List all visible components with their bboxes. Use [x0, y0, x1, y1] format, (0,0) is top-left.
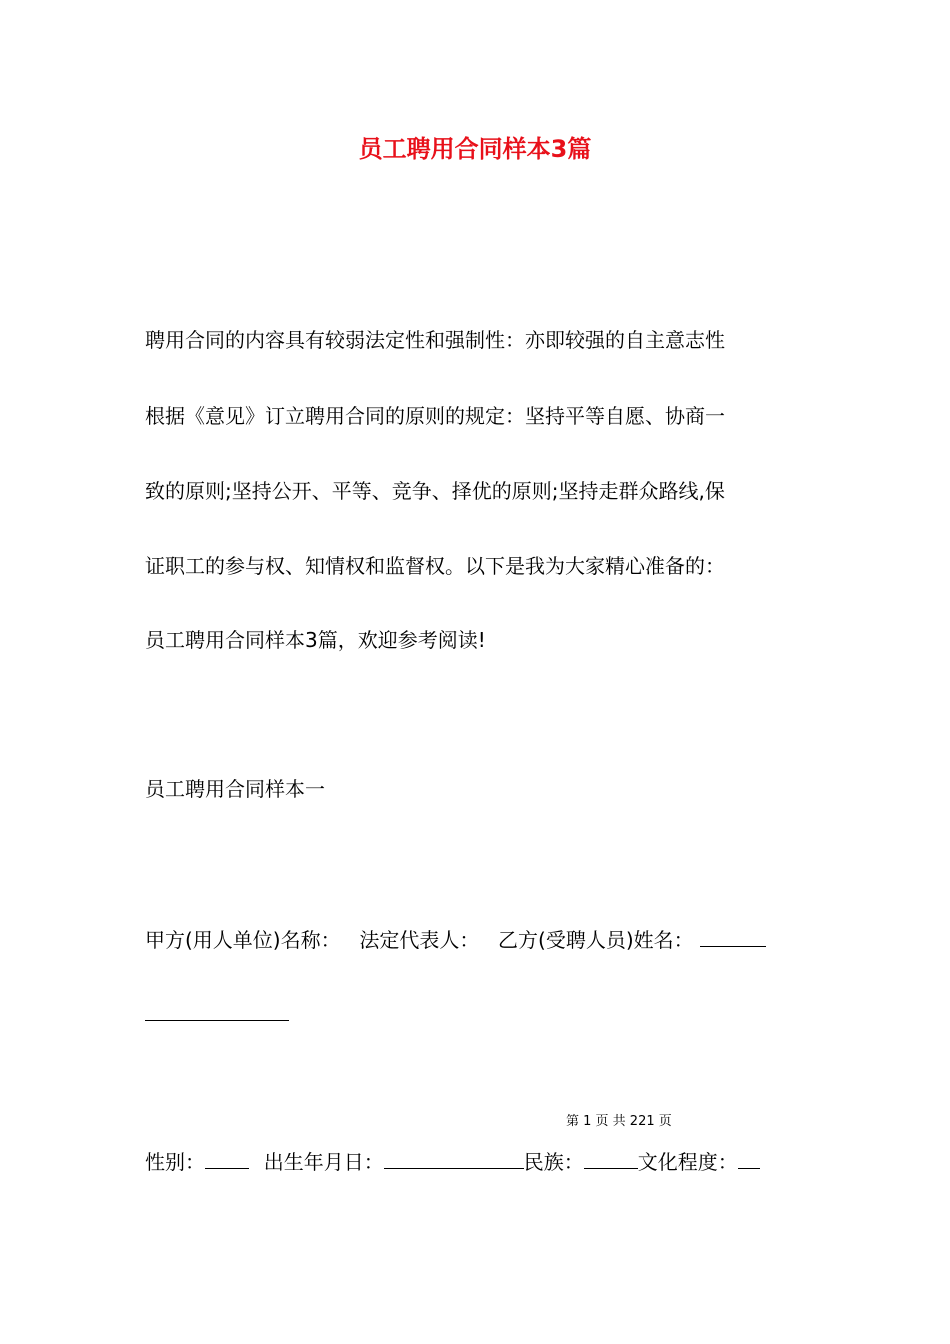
- gender-blank: [205, 1148, 249, 1169]
- party-b-name-blank: [700, 926, 766, 947]
- party-info-line: [145, 926, 766, 954]
- ethnicity-label: 民族：: [523, 1150, 584, 1174]
- page-number-footer: 第 1 页 共 221 页: [566, 1114, 672, 1129]
- birthdate-label: 出生年月日：: [263, 1150, 384, 1174]
- intro-line-5: 员工聘用合同样本3篇，欢迎参考阅读!: [145, 628, 486, 652]
- party-info-line-continued: [145, 1000, 289, 1028]
- personal-info-line: [145, 1148, 760, 1176]
- ethnicity-blank: [584, 1148, 638, 1169]
- document-title: 员工聘用合同样本3篇: [358, 135, 592, 163]
- intro-line-4: 证职工的参与权、知情权和监督权。以下是我为大家精心准备的：: [145, 554, 725, 578]
- birthdate-blank: [384, 1148, 524, 1169]
- party-b-label: 乙方(受聘人员)姓名：: [498, 928, 694, 952]
- party-a-label: 甲方(用人单位)名称：: [145, 928, 341, 952]
- intro-line-1: 聘用合同的内容具有较弱法定性和强制性：亦即较强的自主意志性: [145, 328, 725, 352]
- intro-line-2: 根据《意见》订立聘用合同的原则的规定：坚持平等自愿、协商一: [145, 404, 725, 428]
- party-b-name-blank-continued: [145, 1000, 289, 1021]
- intro-line-3: 致的原则;坚持公开、平等、竞争、择优的原则;坚持走群众路线,保: [145, 479, 725, 503]
- section-heading: 员工聘用合同样本一: [145, 777, 325, 801]
- gender-label: 性别：: [145, 1150, 205, 1174]
- education-label: 文化程度：: [637, 1150, 738, 1174]
- education-blank: [738, 1148, 760, 1169]
- legal-rep-label: 法定代表人：: [359, 928, 480, 952]
